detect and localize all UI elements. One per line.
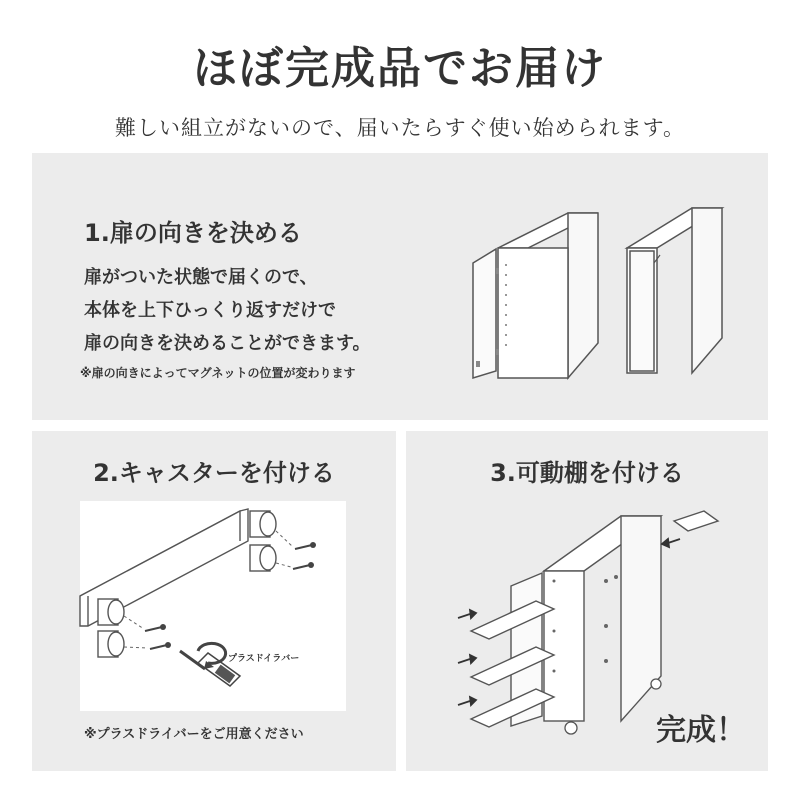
step1-line-3: 扉の向きを決めることができます。 <box>84 333 371 354</box>
step1-heading: 1.扉の向きを決める <box>84 219 302 247</box>
caster-assembly-illustration <box>80 501 346 711</box>
step1-panel <box>32 153 768 420</box>
step2-heading: 2.キャスターを付ける <box>93 459 335 487</box>
cabinet-door-left-illustration <box>468 203 618 383</box>
page-title: ほぼ完成品でお届け <box>193 43 607 94</box>
step3-heading: 3.可動棚を付ける <box>490 459 684 487</box>
cabinet-door-right-illustration <box>622 203 742 383</box>
caster-diagram <box>80 501 346 711</box>
step1-description <box>84 261 371 360</box>
step1-note: ※扉の向きによってマグネットの位置が変わります <box>80 366 356 380</box>
caster-icon <box>250 511 276 571</box>
step2-note: ※プラスドライバーをご用意ください <box>84 727 304 742</box>
step2-panel <box>32 431 396 771</box>
complete-label: 完成！ <box>656 713 746 748</box>
page-subtitle: 難しい組立がないので、届いたらすぐ使い始められます。 <box>115 116 685 140</box>
screwdriver-icon <box>180 643 240 686</box>
step3-panel <box>406 431 768 771</box>
step1-line-1: 扉がついた状態で届くので、 <box>84 267 318 288</box>
step1-line-2: 本体を上下ひっくり返すだけで <box>84 300 336 321</box>
screwdriver-label: プラスドイラバー <box>228 654 300 664</box>
